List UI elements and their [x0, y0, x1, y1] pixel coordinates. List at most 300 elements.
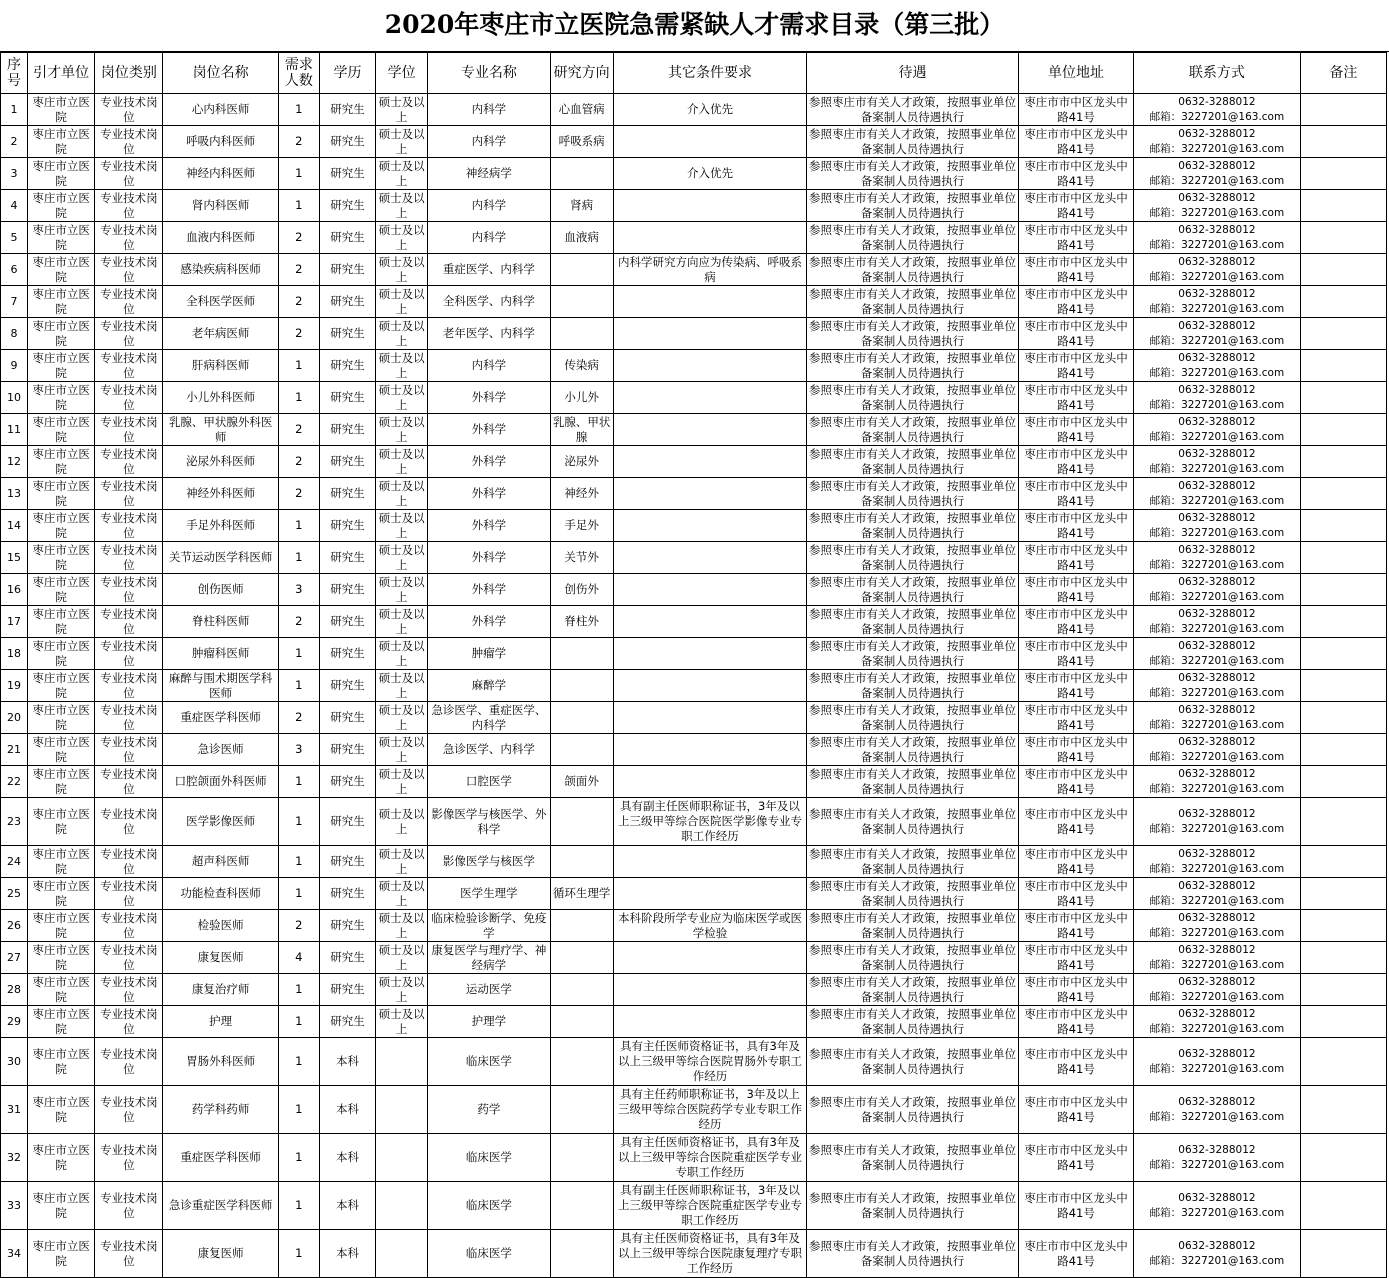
cell-category: 专业技术岗位: [95, 414, 163, 446]
cell-other-requirements: 介入优先: [613, 94, 807, 126]
cell-contact: [1134, 942, 1300, 974]
cell-contact: [1134, 1182, 1300, 1230]
cell-index: 17: [1, 606, 28, 638]
cell-position: 血液内科医师: [163, 222, 278, 254]
cell-degree: 硕士及以上: [376, 702, 428, 734]
table-row: [1, 974, 1387, 1006]
cell-address: 枣庄市市中区龙头中路41号: [1018, 878, 1133, 910]
cell-category: 专业技术岗位: [95, 910, 163, 942]
cell-direction: 肾病: [550, 190, 613, 222]
header-direction: 研究方向: [550, 53, 613, 94]
contact-phone: 0632-3288012: [1178, 415, 1256, 428]
cell-category: 专业技术岗位: [95, 94, 163, 126]
cell-count: 1: [278, 94, 319, 126]
cell-address: 枣庄市市中区龙头中路41号: [1018, 446, 1133, 478]
contact-email: 邮箱：3227201@163.com: [1149, 1062, 1285, 1075]
contact-email: 邮箱：3227201@163.com: [1149, 750, 1285, 763]
cell-education: 研究生: [319, 446, 375, 478]
contact-email: 邮箱：3227201@163.com: [1149, 270, 1285, 283]
cell-unit: 枣庄市立医院: [28, 910, 95, 942]
cell-unit: 枣庄市立医院: [28, 510, 95, 542]
cell-count: 2: [278, 446, 319, 478]
cell-address: 枣庄市市中区龙头中路41号: [1018, 318, 1133, 350]
cell-category: 专业技术岗位: [95, 846, 163, 878]
cell-count: 1: [278, 542, 319, 574]
cell-degree: 硕士及以上: [376, 910, 428, 942]
cell-contact: [1134, 798, 1300, 846]
cell-index: 7: [1, 286, 28, 318]
cell-education: 本科: [319, 1230, 375, 1278]
cell-index: 34: [1, 1230, 28, 1278]
cell-other-requirements: [613, 318, 807, 350]
contact-phone: 0632-3288012: [1178, 943, 1256, 956]
cell-position: 功能检查科医师: [163, 878, 278, 910]
contact-email: 邮箱：3227201@163.com: [1149, 206, 1285, 219]
cell-category: 专业技术岗位: [95, 1134, 163, 1182]
cell-direction: [550, 1006, 613, 1038]
contact-phone: 0632-3288012: [1178, 255, 1256, 268]
cell-degree: 硕士及以上: [376, 254, 428, 286]
cell-category: 专业技术岗位: [95, 638, 163, 670]
cell-contact: [1134, 190, 1300, 222]
cell-degree: 硕士及以上: [376, 94, 428, 126]
cell-contact: [1134, 878, 1300, 910]
cell-major: 口腔医学: [428, 766, 550, 798]
cell-major: 临床医学: [428, 1182, 550, 1230]
contact-phone: 0632-3288012: [1178, 95, 1256, 108]
cell-count: 1: [278, 350, 319, 382]
cell-degree: 硕士及以上: [376, 766, 428, 798]
contact-email: 邮箱：3227201@163.com: [1149, 958, 1285, 971]
cell-contact: [1134, 606, 1300, 638]
cell-category: 专业技术岗位: [95, 1006, 163, 1038]
cell-contact: [1134, 382, 1300, 414]
table-row: [1, 910, 1387, 942]
cell-direction: 手足外: [550, 510, 613, 542]
cell-unit: 枣庄市立医院: [28, 734, 95, 766]
contact-email: 邮箱：3227201@163.com: [1149, 1110, 1285, 1123]
cell-education: 本科: [319, 1038, 375, 1086]
cell-treatment: 参照枣庄市有关人才政策，按照事业单位备案制人员待遇执行: [807, 974, 1019, 1006]
contact-phone: 0632-3288012: [1178, 575, 1256, 588]
cell-treatment: 参照枣庄市有关人才政策，按照事业单位备案制人员待遇执行: [807, 1230, 1019, 1278]
cell-treatment: 参照枣庄市有关人才政策，按照事业单位备案制人员待遇执行: [807, 734, 1019, 766]
table-row: [1, 766, 1387, 798]
cell-degree: 硕士及以上: [376, 350, 428, 382]
cell-major: 外科学: [428, 510, 550, 542]
cell-treatment: 参照枣庄市有关人才政策，按照事业单位备案制人员待遇执行: [807, 350, 1019, 382]
cell-address: 枣庄市市中区龙头中路41号: [1018, 734, 1133, 766]
cell-count: 1: [278, 1134, 319, 1182]
cell-direction: 心血管病: [550, 94, 613, 126]
cell-index: 26: [1, 910, 28, 942]
cell-other-requirements: [613, 846, 807, 878]
cell-note: [1300, 1006, 1386, 1038]
header-treatment: 待遇: [807, 53, 1019, 94]
cell-count: 1: [278, 638, 319, 670]
cell-note: [1300, 190, 1386, 222]
cell-unit: 枣庄市立医院: [28, 446, 95, 478]
table-row: [1, 670, 1387, 702]
cell-degree: [376, 1230, 428, 1278]
cell-position: 全科医学医师: [163, 286, 278, 318]
cell-address: 枣庄市市中区龙头中路41号: [1018, 254, 1133, 286]
cell-education: 本科: [319, 1134, 375, 1182]
cell-count: 1: [278, 1086, 319, 1134]
cell-position: 康复治疗师: [163, 974, 278, 1006]
contact-email: 邮箱：3227201@163.com: [1149, 334, 1285, 347]
cell-contact: [1134, 414, 1300, 446]
cell-other-requirements: 本科阶段所学专业应为临床医学或医学检验: [613, 910, 807, 942]
cell-position: 手足外科医师: [163, 510, 278, 542]
cell-direction: [550, 846, 613, 878]
cell-major: 重症医学、内科学: [428, 254, 550, 286]
cell-degree: 硕士及以上: [376, 942, 428, 974]
cell-index: 3: [1, 158, 28, 190]
cell-direction: 泌尿外: [550, 446, 613, 478]
table-row: [1, 190, 1387, 222]
cell-unit: 枣庄市立医院: [28, 222, 95, 254]
cell-category: 专业技术岗位: [95, 542, 163, 574]
header-education: 学历: [319, 53, 375, 94]
cell-position: 神经内科医师: [163, 158, 278, 190]
contact-phone: 0632-3288012: [1178, 351, 1256, 364]
cell-direction: [550, 942, 613, 974]
cell-index: 18: [1, 638, 28, 670]
contact-phone: 0632-3288012: [1178, 735, 1256, 748]
cell-address: 枣庄市市中区龙头中路41号: [1018, 382, 1133, 414]
cell-direction: [550, 254, 613, 286]
cell-treatment: 参照枣庄市有关人才政策，按照事业单位备案制人员待遇执行: [807, 446, 1019, 478]
cell-address: 枣庄市市中区龙头中路41号: [1018, 94, 1133, 126]
cell-contact: [1134, 846, 1300, 878]
cell-major: 影像医学与核医学: [428, 846, 550, 878]
cell-note: [1300, 878, 1386, 910]
cell-education: 研究生: [319, 734, 375, 766]
cell-major: 护理学: [428, 1006, 550, 1038]
cell-degree: 硕士及以上: [376, 286, 428, 318]
contact-phone: 0632-3288012: [1178, 1047, 1256, 1060]
cell-education: 研究生: [319, 222, 375, 254]
cell-major: 内科学: [428, 222, 550, 254]
contact-phone: 0632-3288012: [1178, 1191, 1256, 1204]
cell-degree: 硕士及以上: [376, 542, 428, 574]
cell-category: 专业技术岗位: [95, 670, 163, 702]
table-row: [1, 1182, 1387, 1230]
cell-unit: 枣庄市立医院: [28, 1038, 95, 1086]
cell-index: 5: [1, 222, 28, 254]
cell-other-requirements: [613, 606, 807, 638]
cell-unit: 枣庄市立医院: [28, 766, 95, 798]
cell-position: 麻醉与围术期医学科医师: [163, 670, 278, 702]
cell-category: 专业技术岗位: [95, 1038, 163, 1086]
cell-other-requirements: [613, 350, 807, 382]
cell-unit: 枣庄市立医院: [28, 542, 95, 574]
cell-direction: [550, 1182, 613, 1230]
cell-treatment: 参照枣庄市有关人才政策，按照事业单位备案制人员待遇执行: [807, 798, 1019, 846]
contact-email: 邮箱：3227201@163.com: [1149, 398, 1285, 411]
cell-category: 专业技术岗位: [95, 942, 163, 974]
table-body: [1, 94, 1387, 1278]
cell-position: 医学影像医师: [163, 798, 278, 846]
contact-email: 邮箱：3227201@163.com: [1149, 430, 1285, 443]
cell-other-requirements: [613, 382, 807, 414]
contact-phone: 0632-3288012: [1178, 1095, 1256, 1108]
cell-treatment: 参照枣庄市有关人才政策，按照事业单位备案制人员待遇执行: [807, 542, 1019, 574]
page-title: 2020年枣庄市立医院急需紧缺人才需求目录（第三批）: [0, 0, 1389, 52]
cell-degree: 硕士及以上: [376, 846, 428, 878]
cell-unit: 枣庄市立医院: [28, 382, 95, 414]
cell-degree: [376, 1038, 428, 1086]
cell-major: 外科学: [428, 574, 550, 606]
cell-address: 枣庄市市中区龙头中路41号: [1018, 1182, 1133, 1230]
cell-index: 20: [1, 702, 28, 734]
cell-direction: [550, 1230, 613, 1278]
cell-degree: 硕士及以上: [376, 446, 428, 478]
cell-count: 2: [278, 606, 319, 638]
cell-contact: [1134, 910, 1300, 942]
cell-education: 研究生: [319, 94, 375, 126]
cell-note: [1300, 638, 1386, 670]
cell-degree: 硕士及以上: [376, 638, 428, 670]
cell-category: 专业技术岗位: [95, 510, 163, 542]
cell-treatment: 参照枣庄市有关人才政策，按照事业单位备案制人员待遇执行: [807, 1086, 1019, 1134]
cell-direction: [550, 702, 613, 734]
cell-other-requirements: 介入优先: [613, 158, 807, 190]
cell-degree: 硕士及以上: [376, 382, 428, 414]
cell-other-requirements: [613, 974, 807, 1006]
cell-major: 外科学: [428, 382, 550, 414]
cell-count: 1: [278, 974, 319, 1006]
cell-major: 临床检验诊断学、免疫学: [428, 910, 550, 942]
cell-education: 研究生: [319, 318, 375, 350]
cell-direction: [550, 158, 613, 190]
cell-index: 30: [1, 1038, 28, 1086]
header-note: 备注: [1300, 53, 1386, 94]
cell-education: 研究生: [319, 542, 375, 574]
cell-unit: 枣庄市立医院: [28, 414, 95, 446]
cell-education: 研究生: [319, 878, 375, 910]
cell-unit: 枣庄市立医院: [28, 350, 95, 382]
cell-position: 脊柱科医师: [163, 606, 278, 638]
cell-contact: [1134, 1038, 1300, 1086]
cell-address: 枣庄市市中区龙头中路41号: [1018, 1086, 1133, 1134]
cell-address: 枣庄市市中区龙头中路41号: [1018, 766, 1133, 798]
cell-count: 2: [278, 286, 319, 318]
contact-email: 邮箱：3227201@163.com: [1149, 926, 1285, 939]
cell-address: 枣庄市市中区龙头中路41号: [1018, 702, 1133, 734]
cell-category: 专业技术岗位: [95, 1182, 163, 1230]
cell-unit: 枣庄市立医院: [28, 942, 95, 974]
cell-contact: [1134, 158, 1300, 190]
cell-direction: [550, 286, 613, 318]
cell-other-requirements: [613, 510, 807, 542]
cell-note: [1300, 1038, 1386, 1086]
cell-note: [1300, 606, 1386, 638]
cell-contact: [1134, 1134, 1300, 1182]
cell-unit: 枣庄市立医院: [28, 1182, 95, 1230]
contact-email: 邮箱：3227201@163.com: [1149, 526, 1285, 539]
table-row: [1, 510, 1387, 542]
cell-address: 枣庄市市中区龙头中路41号: [1018, 350, 1133, 382]
cell-education: 研究生: [319, 254, 375, 286]
contact-email: 邮箱：3227201@163.com: [1149, 558, 1285, 571]
cell-other-requirements: 具有副主任医师职称证书，3年及以上三级甲等综合医院医学影像专业专职工作经历: [613, 798, 807, 846]
cell-position: 心内科医师: [163, 94, 278, 126]
cell-address: 枣庄市市中区龙头中路41号: [1018, 846, 1133, 878]
cell-other-requirements: 具有主任医师资格证书，具有3年及以上三级甲等综合医院重症医学专业专职工作经历: [613, 1134, 807, 1182]
cell-other-requirements: [613, 1006, 807, 1038]
contact-phone: 0632-3288012: [1178, 319, 1256, 332]
cell-position: 胃肠外科医师: [163, 1038, 278, 1086]
table-row: [1, 542, 1387, 574]
cell-treatment: 参照枣庄市有关人才政策，按照事业单位备案制人员待遇执行: [807, 670, 1019, 702]
cell-index: 24: [1, 846, 28, 878]
cell-degree: [376, 1134, 428, 1182]
cell-unit: 枣庄市立医院: [28, 574, 95, 606]
cell-direction: 颌面外: [550, 766, 613, 798]
contact-phone: 0632-3288012: [1178, 911, 1256, 924]
cell-contact: [1134, 1006, 1300, 1038]
contact-email: 邮箱：3227201@163.com: [1149, 494, 1285, 507]
cell-degree: 硕士及以上: [376, 670, 428, 702]
cell-unit: 枣庄市立医院: [28, 638, 95, 670]
cell-index: 23: [1, 798, 28, 846]
header-other-requirements: 其它条件要求: [613, 53, 807, 94]
cell-category: 专业技术岗位: [95, 878, 163, 910]
cell-index: 15: [1, 542, 28, 574]
contact-phone: 0632-3288012: [1178, 671, 1256, 684]
cell-unit: 枣庄市立医院: [28, 846, 95, 878]
contact-email: 邮箱：3227201@163.com: [1149, 686, 1285, 699]
cell-other-requirements: 具有主任医师资格证书，具有3年及以上三级甲等综合医院康复理疗专职工作经历: [613, 1230, 807, 1278]
cell-contact: [1134, 974, 1300, 1006]
cell-education: 研究生: [319, 974, 375, 1006]
contact-phone: 0632-3288012: [1178, 383, 1256, 396]
cell-note: [1300, 414, 1386, 446]
cell-category: 专业技术岗位: [95, 734, 163, 766]
cell-category: 专业技术岗位: [95, 158, 163, 190]
cell-direction: [550, 798, 613, 846]
table-row: [1, 158, 1387, 190]
cell-note: [1300, 382, 1386, 414]
cell-education: 研究生: [319, 702, 375, 734]
cell-major: 康复医学与理疗学、神经病学: [428, 942, 550, 974]
cell-index: 8: [1, 318, 28, 350]
cell-note: [1300, 942, 1386, 974]
cell-unit: 枣庄市立医院: [28, 702, 95, 734]
cell-category: 专业技术岗位: [95, 606, 163, 638]
cell-other-requirements: [613, 222, 807, 254]
cell-count: 1: [278, 1006, 319, 1038]
cell-degree: 硕士及以上: [376, 510, 428, 542]
cell-treatment: 参照枣庄市有关人才政策，按照事业单位备案制人员待遇执行: [807, 318, 1019, 350]
cell-address: 枣庄市市中区龙头中路41号: [1018, 478, 1133, 510]
cell-contact: [1134, 254, 1300, 286]
cell-note: [1300, 910, 1386, 942]
cell-contact: [1134, 574, 1300, 606]
cell-address: 枣庄市市中区龙头中路41号: [1018, 542, 1133, 574]
cell-address: 枣庄市市中区龙头中路41号: [1018, 126, 1133, 158]
cell-index: 6: [1, 254, 28, 286]
table-row: [1, 846, 1387, 878]
cell-degree: 硕士及以上: [376, 734, 428, 766]
cell-note: [1300, 350, 1386, 382]
cell-note: [1300, 798, 1386, 846]
cell-degree: 硕士及以上: [376, 574, 428, 606]
cell-contact: [1134, 1230, 1300, 1278]
cell-address: 枣庄市市中区龙头中路41号: [1018, 1134, 1133, 1182]
cell-direction: [550, 734, 613, 766]
cell-index: 32: [1, 1134, 28, 1182]
cell-index: 10: [1, 382, 28, 414]
cell-note: [1300, 478, 1386, 510]
cell-count: 1: [278, 766, 319, 798]
cell-contact: [1134, 94, 1300, 126]
cell-degree: 硕士及以上: [376, 222, 428, 254]
table-row: [1, 350, 1387, 382]
cell-count: 2: [278, 222, 319, 254]
cell-other-requirements: [613, 878, 807, 910]
cell-index: 4: [1, 190, 28, 222]
cell-category: 专业技术岗位: [95, 974, 163, 1006]
cell-count: 2: [278, 910, 319, 942]
cell-major: 外科学: [428, 414, 550, 446]
cell-other-requirements: [613, 702, 807, 734]
cell-count: 2: [278, 414, 319, 446]
cell-position: 呼吸内科医师: [163, 126, 278, 158]
cell-education: 研究生: [319, 798, 375, 846]
cell-treatment: 参照枣庄市有关人才政策，按照事业单位备案制人员待遇执行: [807, 846, 1019, 878]
cell-direction: 关节外: [550, 542, 613, 574]
cell-category: 专业技术岗位: [95, 286, 163, 318]
cell-count: 1: [278, 798, 319, 846]
cell-treatment: 参照枣庄市有关人才政策，按照事业单位备案制人员待遇执行: [807, 878, 1019, 910]
cell-position: 急诊医师: [163, 734, 278, 766]
cell-category: 专业技术岗位: [95, 190, 163, 222]
cell-index: 19: [1, 670, 28, 702]
cell-note: [1300, 94, 1386, 126]
cell-direction: [550, 1038, 613, 1086]
cell-count: 1: [278, 382, 319, 414]
cell-other-requirements: [613, 638, 807, 670]
table-row: [1, 942, 1387, 974]
cell-note: [1300, 1230, 1386, 1278]
cell-other-requirements: [613, 478, 807, 510]
cell-direction: 乳腺、甲状腺: [550, 414, 613, 446]
cell-note: [1300, 126, 1386, 158]
contact-phone: 0632-3288012: [1178, 1007, 1256, 1020]
contact-email: 邮箱：3227201@163.com: [1149, 366, 1285, 379]
header-degree: 学位: [376, 53, 428, 94]
header-index: 序号: [1, 53, 28, 94]
cell-contact: [1134, 350, 1300, 382]
cell-education: 本科: [319, 1182, 375, 1230]
cell-major: 内科学: [428, 190, 550, 222]
cell-other-requirements: [613, 446, 807, 478]
cell-contact: [1134, 766, 1300, 798]
cell-category: 专业技术岗位: [95, 318, 163, 350]
cell-direction: 血液病: [550, 222, 613, 254]
cell-position: 肿瘤科医师: [163, 638, 278, 670]
table-row: [1, 254, 1387, 286]
cell-position: 护理: [163, 1006, 278, 1038]
cell-address: 枣庄市市中区龙头中路41号: [1018, 1230, 1133, 1278]
cell-contact: [1134, 702, 1300, 734]
contact-email: 邮箱：3227201@163.com: [1149, 894, 1285, 907]
cell-education: 研究生: [319, 670, 375, 702]
cell-unit: 枣庄市立医院: [28, 126, 95, 158]
